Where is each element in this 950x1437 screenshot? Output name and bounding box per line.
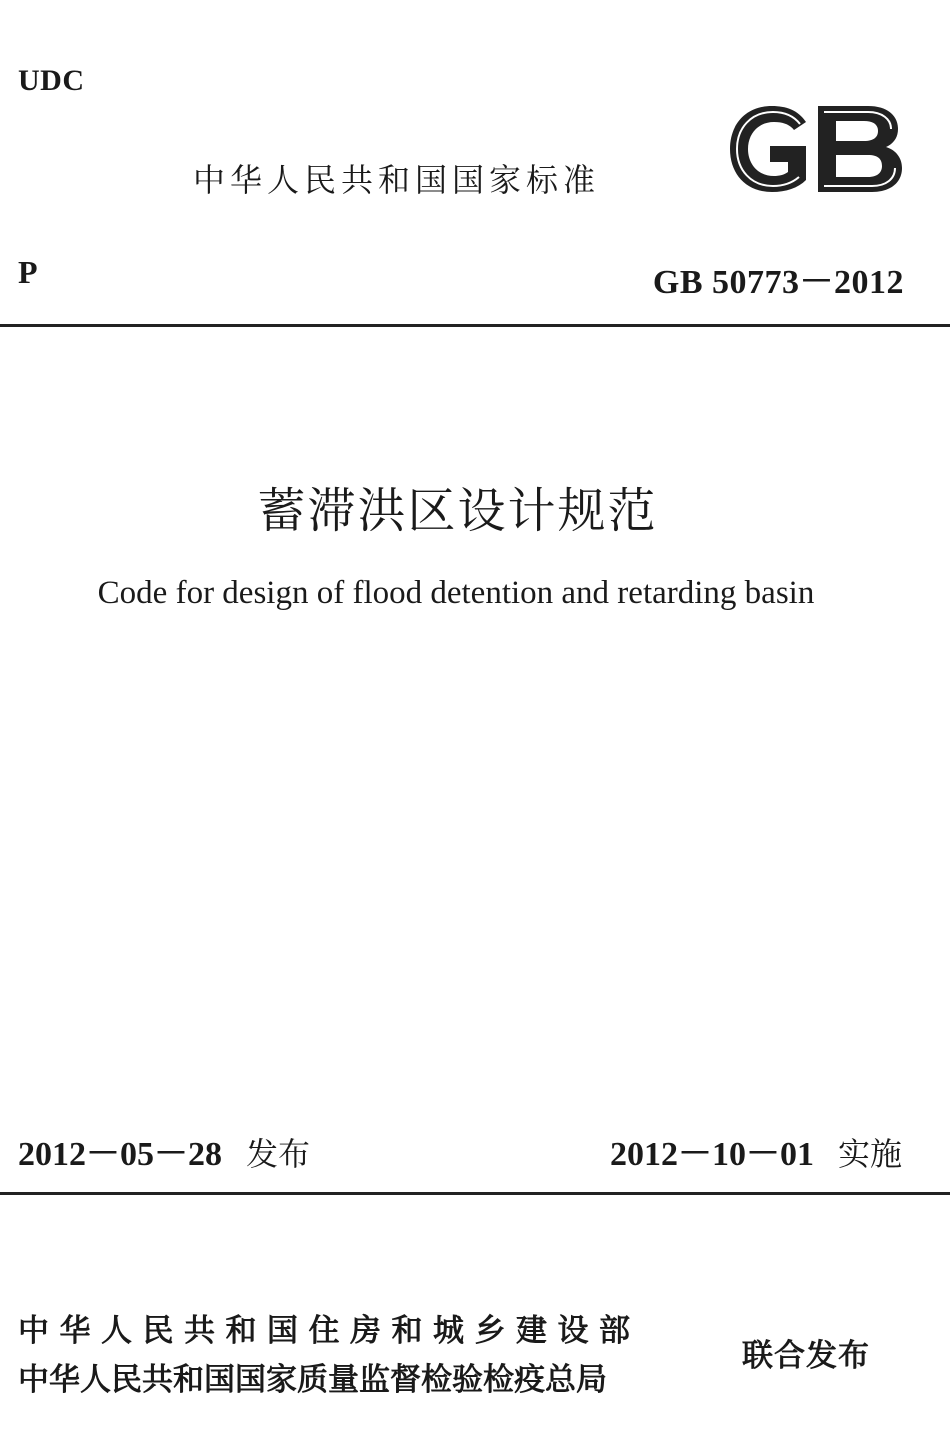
issue-date: 2012－05－28 (18, 1136, 222, 1173)
implementation-date: 2012－10－01 (609, 1136, 814, 1173)
gb-logo (722, 100, 906, 198)
implementation-date-line (610, 1126, 902, 1175)
issue-label: 发布 (246, 1135, 311, 1173)
implementation-label: 实施 (837, 1135, 902, 1173)
bottom-divider (0, 1192, 950, 1195)
udc-label: UDC (18, 64, 85, 97)
standard-number: GB 50773－2012 (652, 264, 904, 301)
publisher-2: 中华人民共和国国家质量监督检验检疫总局 (18, 1362, 607, 1398)
classification-code: P (18, 254, 38, 290)
joint-publication-label: 联合发布 (742, 1338, 870, 1374)
top-divider (0, 324, 950, 327)
issue-date-line (18, 1126, 310, 1175)
publisher-1: 中华人民共和国住房和城乡建设部 (18, 1313, 641, 1349)
title-chinese: 蓄滞洪区设计规范 (257, 483, 658, 539)
title-english: Code for design of flood detention and retarding basin (97, 575, 815, 611)
national-standard-heading: 中华人民共和国国家标准 (193, 161, 601, 199)
